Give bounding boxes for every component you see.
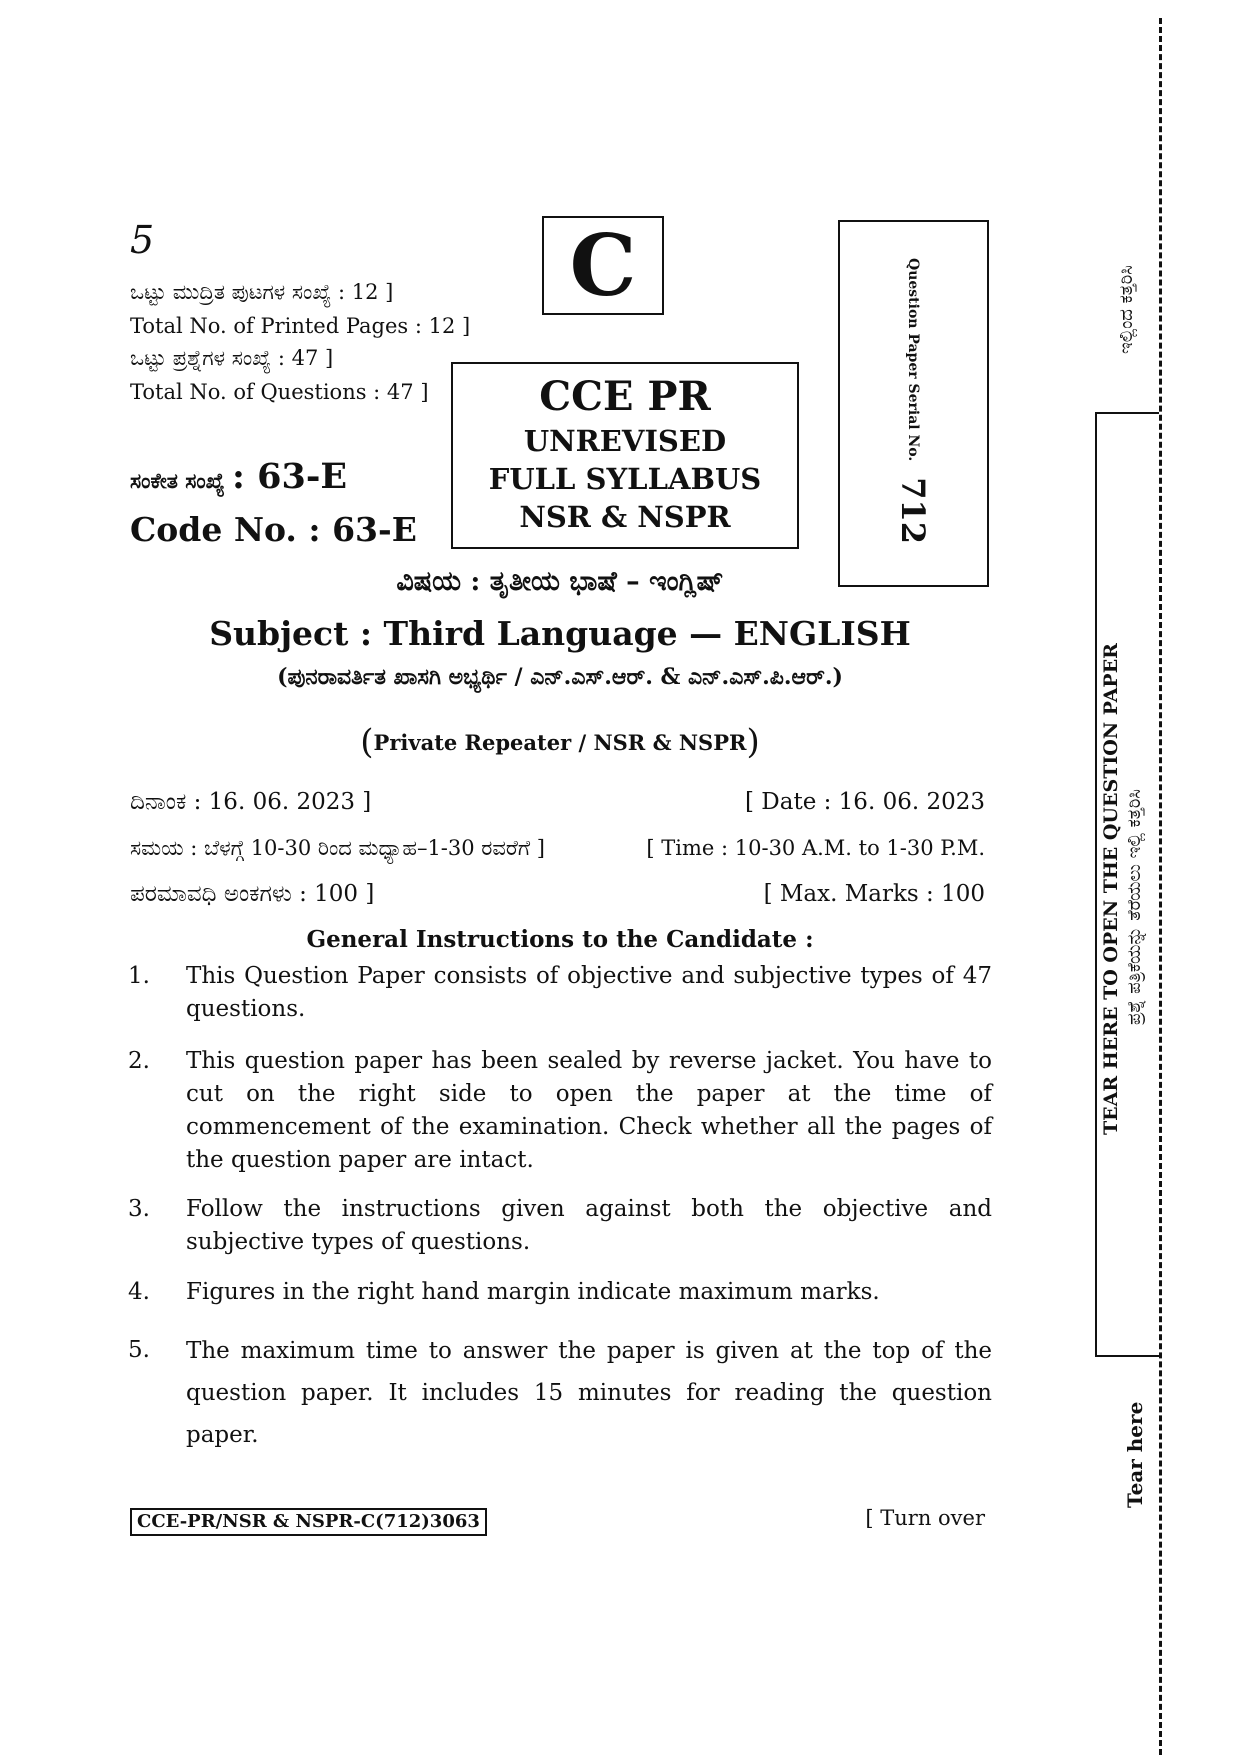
candidate-type-en-text: Private Repeater / NSR & NSPR: [373, 730, 747, 755]
instruction-number: 3.: [128, 1196, 150, 1222]
time-en: [ Time : 10-30 A.M. to 1-30 P.M.: [646, 836, 985, 860]
version-letter: C: [569, 215, 637, 315]
total-pages-kn: ಒಟ್ಟು ಮುದ್ರಿತ ಪುಟಗಳ ಸಂಖ್ಯೆ : 12 ]: [130, 280, 394, 304]
instruction-text: The maximum time to answer the paper is given at the top of the question paper. It includes 15 minutes for reading the question paper.: [186, 1338, 992, 1448]
max-marks-kn: ಪರಮಾವಧಿ ಅಂಕಗಳು : 100 ]: [130, 881, 375, 907]
instruction-item: [128, 1045, 992, 1177]
total-questions-en: Total No. of Questions : 47 ]: [130, 380, 429, 404]
instruction-item: [128, 960, 992, 1026]
instruction-text: Follow the instructions given against both the objective and subjective types of questions.: [186, 1196, 992, 1255]
cce-title: CCE PR: [539, 373, 711, 420]
footer-paper-code: CCE-PR/NSR & NSPR-C(712)3063: [130, 1508, 487, 1536]
instruction-number: 4.: [128, 1279, 150, 1305]
cut-here-kn: ಇಲ್ಲಿಂದ ಕತ್ತರಿಸಿ: [1116, 265, 1137, 354]
subject-en: Subject : Third Language — ENGLISH: [209, 614, 911, 653]
max-marks-en: [ Max. Marks : 100: [763, 881, 985, 907]
cce-line-unrevised: UNREVISED: [523, 424, 727, 458]
tear-open-en: TEAR HERE TO OPEN THE QUESTION PAPER: [1100, 643, 1122, 1135]
code-number-en: Code No. : 63-E: [130, 510, 417, 549]
instruction-item: [128, 1276, 992, 1309]
time-kn: ಸಮಯ : ಬೆಳಗ್ಗೆ 10-30 ರಿಂದ ಮಧ್ಯಾಹ–1-30 ರವರೆಗೆ ]: [130, 836, 545, 860]
candidate-type-en: (Private Repeater / NSR & NSPR): [360, 722, 760, 762]
code-kn-label: ಸಂಕೇತ ಸಂಖ್ಯೆ: [130, 468, 225, 493]
turn-over: [ Turn over: [865, 1506, 985, 1530]
exam-category-box: [451, 362, 799, 549]
candidate-type-kn: (ಪುನರಾವರ್ತಿತ ಖಾಸಗಿ ಅಭ್ಯರ್ಥಿ / ಎನ್.ಎಸ್.ಆರ್. & ಎನ್.ಎಸ್.ಪಿ.ಆರ್.): [277, 664, 843, 690]
total-pages-en: Total No. of Printed Pages : 12 ]: [130, 314, 471, 338]
instruction-text: Figures in the right hand margin indicate maximum marks.: [186, 1279, 880, 1305]
cce-line-nsr: NSR & NSPR: [519, 500, 731, 534]
total-questions-kn: ಒಟ್ಟು ಪ್ರಶ್ನೆಗಳ ಸಂಖ್ಯೆ : 47 ]: [130, 346, 334, 370]
instruction-item: [128, 1193, 992, 1259]
subject-kn: ವಿಷಯ : ತೃತೀಯ ಭಾಷೆ – ಇಂಗ್ಲಿಷ್: [396, 566, 724, 597]
instruction-number: 2.: [128, 1048, 150, 1074]
instruction-number: 5.: [128, 1337, 150, 1363]
tear-open-kn: ಪ್ರಶ್ನೆ ಪತ್ರಿಕೆಯನ್ನು ತೆರೆಯಲು ಇಲ್ಲಿ ಕತ್ತರಿಸಿ: [1124, 789, 1145, 1025]
date-en: [ Date : 16. 06. 2023: [745, 789, 985, 815]
serial-label: Question Paper Serial No.: [905, 258, 921, 462]
serial-number-box: [838, 220, 989, 587]
code-kn-value: : 63-E: [232, 456, 348, 497]
serial-number: 712: [894, 477, 932, 545]
tear-line[interactable]: [1159, 18, 1162, 1755]
page-number: 5: [130, 218, 155, 262]
instructions-heading: General Instructions to the Candidate :: [306, 926, 814, 953]
instruction-number: 1.: [128, 963, 150, 989]
date-kn: ದಿನಾಂಕ : 16. 06. 2023 ]: [130, 789, 372, 815]
version-letter-box: [542, 216, 664, 315]
cce-line-syllabus: FULL SYLLABUS: [488, 462, 762, 496]
instruction-item: [128, 1330, 992, 1456]
instruction-text: This Question Paper consists of objective and subjective types of 47 questions.: [186, 963, 992, 1022]
instruction-text: This question paper has been sealed by reverse jacket. You have to cut on the right side to open the paper at the time of commencement of the examination. Check whether all the pages of the question paper are intact.: [186, 1048, 992, 1173]
tear-here[interactable]: Tear here: [1123, 1401, 1147, 1508]
code-number-kn: [130, 456, 347, 497]
